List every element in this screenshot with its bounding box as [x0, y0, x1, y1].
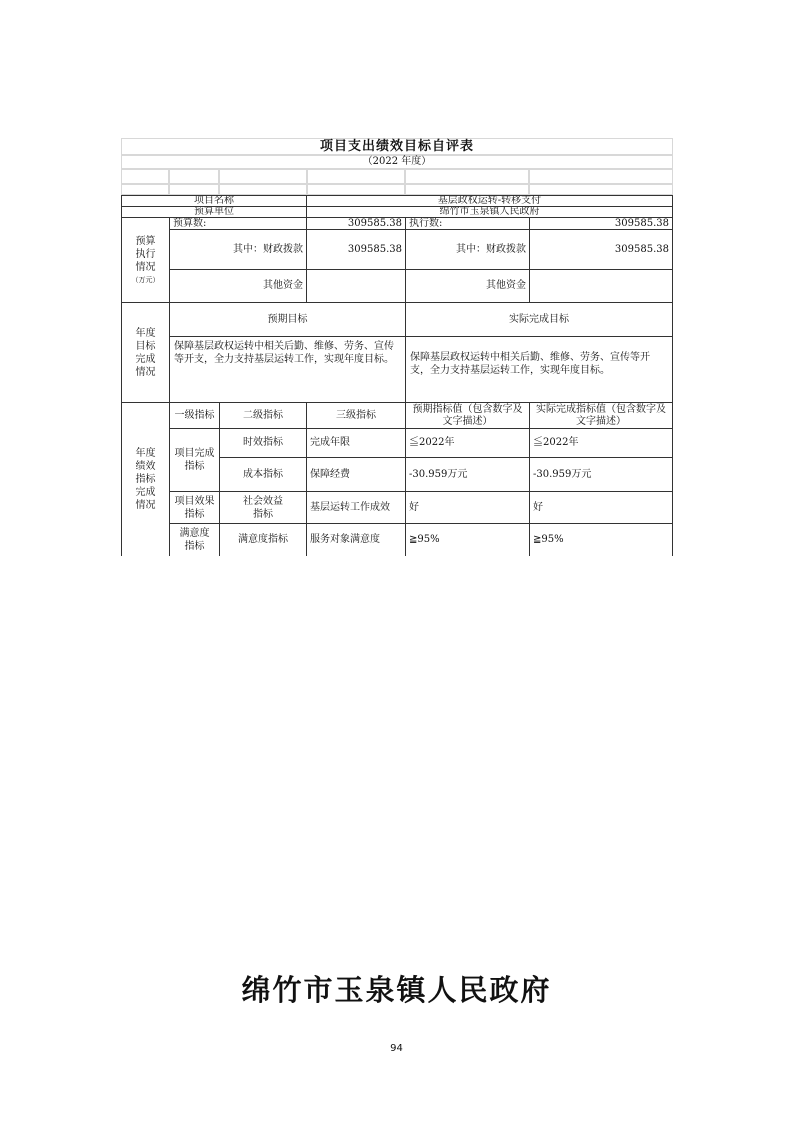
grid-cell [219, 184, 307, 195]
grid-cell [169, 184, 219, 195]
table-row-level2: 成本指标 [219, 457, 307, 492]
table-row-level3: 基层运转工作成效 [306, 491, 406, 524]
grid-cell [219, 169, 307, 184]
annual-goal-section [121, 302, 170, 403]
table-row-level3: 完成年限 [306, 428, 406, 458]
grid-cell [405, 184, 529, 195]
table-row-actual: ≧95% [529, 523, 673, 556]
grid-cell [121, 184, 169, 195]
table-row-level2: 时效指标 [219, 428, 307, 458]
project-name-label: 项目名称 [121, 195, 307, 207]
budget-exec-section [121, 217, 170, 303]
table-row-actual: ≦2022年 [529, 428, 673, 458]
fiscal-exec-value: 309585.38 [529, 229, 673, 270]
project-name-value: 基层政权运转-转移支付 [306, 195, 673, 207]
table-row-level1-project-effect: 项目效果指标 [169, 491, 220, 524]
header-level3: 三级指标 [306, 402, 406, 429]
header-actual-value: 实际完成指标值（包含数字及文字描述） [529, 402, 673, 429]
header-level2: 二级指标 [219, 402, 307, 429]
table-row-level2: 满意度指标 [219, 523, 307, 556]
table-row-expected: ≧95% [405, 523, 530, 556]
table-row-expected: 好 [405, 491, 530, 524]
grid-cell [405, 169, 529, 184]
table-row-level3: 服务对象满意度 [306, 523, 406, 556]
table-row-level2: 社会效益指标 [219, 491, 307, 524]
grid-cell [121, 169, 169, 184]
indicator-section-label: 年度绩效指标完成情况 [135, 448, 156, 511]
budget-count-label: 预算数: [169, 217, 307, 230]
indicator-section [121, 402, 170, 556]
annual-goal-label: 年度目标完成情况 [135, 327, 156, 378]
other-funds-label-budget: 其他资金 [169, 269, 307, 303]
organization-name: 绵竹市玉泉镇人民政府 [241, 973, 552, 1007]
grid-cell [529, 184, 673, 195]
table-row-actual: -30.959万元 [529, 457, 673, 492]
grid-cell [169, 169, 219, 184]
table-row-level1-satisfaction: 满意度指标 [169, 523, 220, 556]
actual-goal-text: 保障基层政权运转中相关后勤、维修、劳务、宣传等开支，全力支持基层运转工作，实现年度目标。 [405, 336, 673, 403]
fiscal-label-exec: 其中：财政拨款 [405, 229, 530, 270]
grid-cell [307, 184, 405, 195]
expected-goal-text: 保障基层政权运转中相关后勤、维修、劳务、宣传等开支，全力支持基层运转工作，实现年度目标。 [169, 336, 406, 403]
fiscal-label-budget: 其中：财政拨款 [169, 229, 307, 270]
table-row-actual: 好 [529, 491, 673, 524]
other-funds-budget-value [306, 269, 406, 303]
header-expected-value: 预期指标值（包含数字及文字描述） [405, 402, 530, 429]
table-row-expected: -30.959万元 [405, 457, 530, 492]
budget-unit-value: 绵竹市玉泉镇人民政府 [306, 206, 673, 218]
grid-cell [307, 169, 405, 184]
other-funds-exec-value [529, 269, 673, 303]
table-row-level3: 保障经费 [306, 457, 406, 492]
table-title: 项目支出绩效目标自评表 [319, 139, 474, 154]
table-row-level1-project-completion: 项目完成指标 [169, 428, 220, 492]
budget-exec-label: 预算执行情况 [135, 235, 156, 273]
expected-goal-label: 预期目标 [169, 302, 406, 337]
page-number: 94 [390, 1043, 403, 1054]
grid-cell [529, 169, 673, 184]
exec-count-value: 309585.38 [529, 217, 673, 230]
table-year: （2022 年度） [362, 156, 432, 167]
budget-count-value: 309585.38 [306, 217, 406, 230]
other-funds-label-exec: 其他资金 [405, 269, 530, 303]
fiscal-budget-value: 309585.38 [306, 229, 406, 270]
table-row-expected: ≦2022年 [405, 428, 530, 458]
exec-count-label: 执行数: [405, 217, 530, 230]
budget-unit-label: 预算单位 [121, 206, 307, 218]
header-level1: 一级指标 [169, 402, 220, 429]
budget-exec-unit: （万元） [131, 275, 160, 284]
actual-goal-label: 实际完成目标 [405, 302, 673, 337]
